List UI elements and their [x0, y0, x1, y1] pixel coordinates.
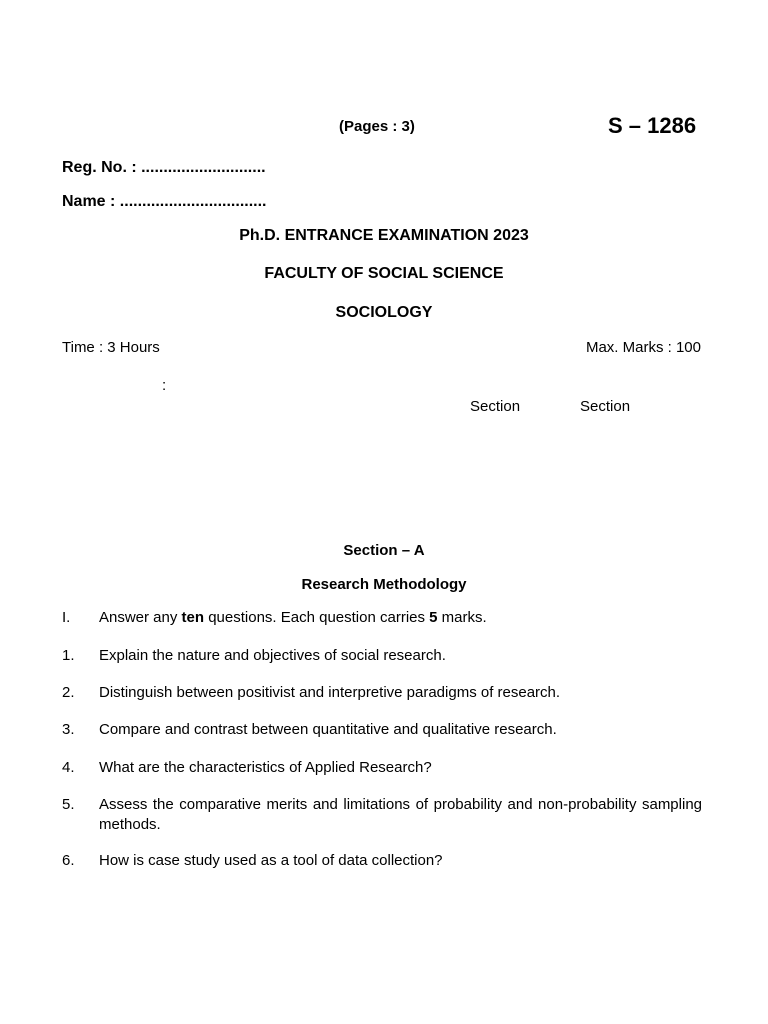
question-number: 4.: [62, 759, 75, 776]
question-item: [62, 795, 702, 835]
question-item: [62, 720, 702, 740]
question-item: [62, 851, 702, 871]
instruction-text-part: Answer any: [99, 609, 182, 626]
section-a-subtitle: Research Methodology: [301, 576, 467, 593]
instruction-text: [99, 608, 702, 628]
page-count: (Pages : 3): [339, 118, 415, 135]
question-text: Assess the comparative merits and limitations of probability and non-probability sampling methods.: [99, 796, 702, 833]
section-instruction: [62, 608, 702, 628]
section-a-title: Section – A: [343, 542, 425, 559]
instructions-colon: :: [162, 377, 167, 394]
time-allowed: Time : 3 Hours: [62, 339, 160, 356]
question-number: 1.: [62, 647, 75, 664]
instruction-bold-marks: 5: [429, 609, 438, 626]
question-item: [62, 646, 702, 666]
reg-no-field: Reg. No. : ............................: [62, 159, 266, 176]
max-marks: Max. Marks : 100: [585, 339, 701, 356]
question-text: Distinguish between positivist and interpretive paradigms of research.: [99, 684, 561, 701]
instruction-bold-count: ten: [181, 609, 205, 626]
instructions-section-label-1: Section: [470, 398, 521, 415]
instruction-number: I.: [62, 609, 71, 626]
question-text: How is case study used as a tool of data collection?: [99, 852, 443, 869]
question-item: [62, 683, 702, 703]
name-field: Name : .................................: [62, 193, 267, 210]
question-text: What are the characteristics of Applied Research?: [99, 759, 432, 776]
question-item: [62, 758, 702, 778]
paper-code: S – 1286: [608, 113, 697, 138]
question-text: Explain the nature and objectives of social research.: [99, 647, 446, 664]
instruction-text-part: marks.: [437, 609, 487, 626]
question-number: 6.: [62, 852, 75, 869]
faculty-title: FACULTY OF SOCIAL SCIENCE: [264, 265, 504, 282]
question-text: Compare and contrast between quantitative and qualitative research.: [99, 721, 557, 738]
question-number: 5.: [62, 796, 75, 813]
question-number: 2.: [62, 684, 75, 701]
exam-title: Ph.D. ENTRANCE EXAMINATION 2023: [239, 227, 529, 244]
instruction-text-part: questions. Each question carries: [204, 609, 430, 626]
subject-title: SOCIOLOGY: [335, 304, 433, 321]
question-number: 3.: [62, 721, 75, 738]
instructions-section-label-2: Section: [580, 398, 631, 415]
